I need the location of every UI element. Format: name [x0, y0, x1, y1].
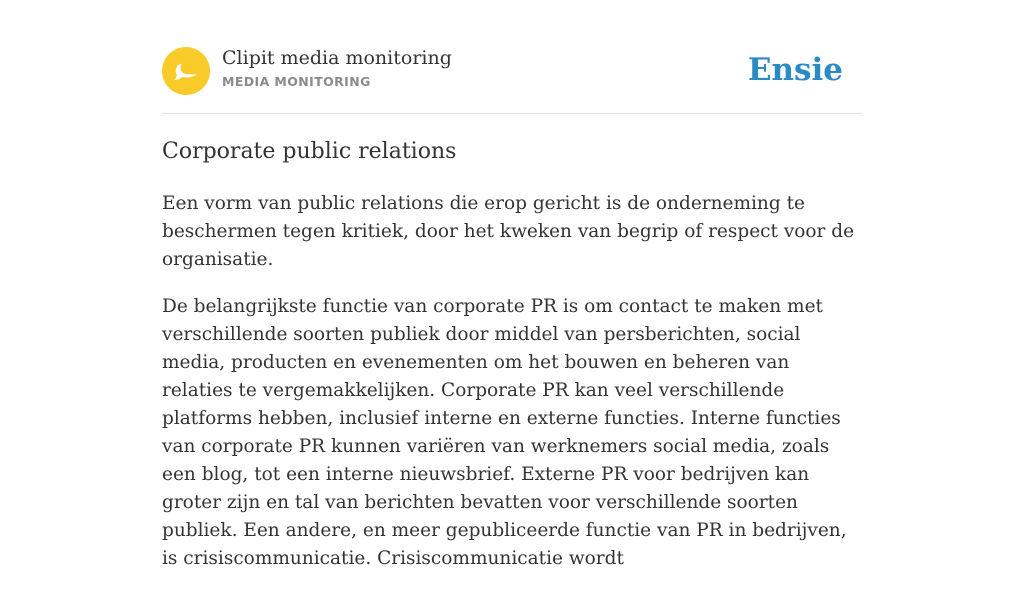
article-paragraph: De belangrijkste functie van corporate PR is om contact te maken met verschillende soorten publiek door middel van persberichten, social media, producten en evenementen om het bouwen en beheren van relaties te vergemakkelijken. Corporate PR kan veel verschillende platforms hebben, inclusief interne en externe functies. Interne functies van corporate PR kunnen variëren van werknemers social media, zoals een blog, tot een interne nieuwsbrief. Externe PR voor bedrijven kan groter zijn en tal van berichten bevatten voor verschillende soorten publiek. Een andere, en meer gepubliceerde functie van PR in bedrijven, is crisiscommunicatie. Crisiscommunicatie wordt: [162, 296, 847, 569]
brand-logo[interactable]: Ensie: [747, 52, 843, 88]
org-logo[interactable]: [162, 47, 210, 95]
article-paragraph: Een vorm van public relations die erop gericht is de onderneming te beschermen tegen kritiek, door het kweken van begrip of respect voor de organisatie.: [162, 193, 855, 270]
header: [162, 0, 862, 114]
org-subtitle: MEDIA MONITORING: [222, 74, 371, 89]
speech-bubble-icon: [162, 47, 210, 95]
article-title: Corporate public relations: [162, 139, 457, 164]
content-column: [162, 0, 862, 569]
org-name[interactable]: Clipit media monitoring: [222, 47, 452, 69]
article-body: [162, 190, 862, 592]
